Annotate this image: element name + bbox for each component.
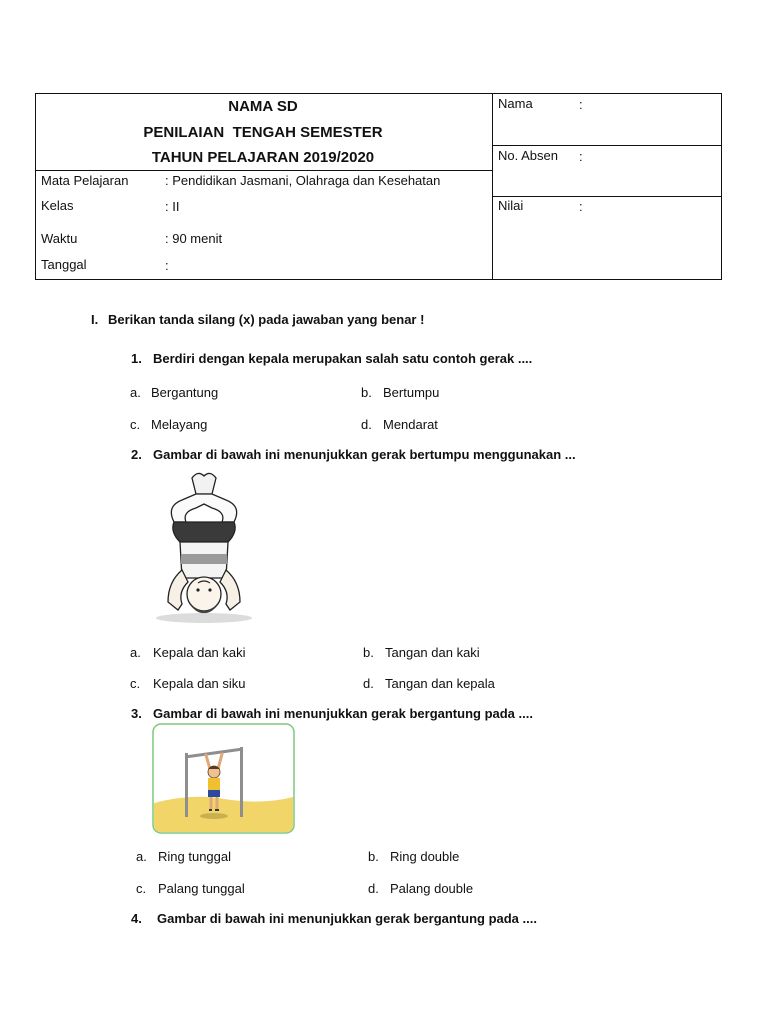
- info-label-class: Kelas: [41, 198, 74, 213]
- q3-option-c[interactable]: Palang tunggal: [158, 881, 245, 896]
- q3-option-b[interactable]: Ring double: [390, 849, 460, 864]
- student-label-score: Nilai: [498, 198, 524, 213]
- info-label-subject: Mata Pelajaran: [41, 173, 129, 188]
- student-colon-absen: :: [579, 149, 583, 164]
- q1-option-c-letter: c.: [130, 417, 141, 432]
- exam-title: PENILAIAN TENGAH SEMESTER: [143, 124, 383, 141]
- info-value-class: : II: [165, 199, 180, 214]
- question-3-text: Gambar di bawah ini menunjukkan gerak bergantung pada ....: [153, 706, 533, 721]
- info-value-subject: : Pendidikan Jasmani, Olahraga dan Kesehatan: [165, 173, 441, 188]
- student-colon-name: :: [579, 97, 583, 112]
- student-label-absen: No. Absen: [498, 148, 558, 163]
- q3-option-a[interactable]: Ring tunggal: [158, 849, 231, 864]
- section-instruction: Berikan tanda silang (x) pada jawaban yang benar !: [108, 312, 425, 327]
- question-2-text: Gambar di bawah ini menunjukkan gerak bertumpu menggunakan ...: [153, 447, 576, 462]
- question-4-number: 4.: [131, 911, 142, 926]
- q1-option-b[interactable]: Bertumpu: [383, 385, 440, 400]
- child-shirt: [208, 778, 220, 791]
- head: [187, 577, 221, 611]
- q3-option-d-letter: d.: [368, 881, 379, 896]
- q2-option-a-letter: a.: [130, 645, 141, 660]
- question-2-number: 2.: [131, 447, 142, 462]
- q3-option-a-letter: a.: [136, 849, 147, 864]
- headstand-illustration: [152, 470, 257, 625]
- question-4-text: Gambar di bawah ini menunjukkan gerak bergantung pada ....: [157, 911, 537, 926]
- left-post: [185, 753, 188, 817]
- shirt-stripe: [181, 554, 227, 564]
- q1-option-b-letter: b.: [361, 385, 372, 400]
- q1-option-a-letter: a.: [130, 385, 141, 400]
- right-post: [240, 747, 243, 817]
- q2-option-c[interactable]: Kepala dan siku: [153, 676, 246, 691]
- q1-option-d-letter: d.: [361, 417, 372, 432]
- academic-year: TAHUN PELAJARAN 2019/2020: [151, 149, 375, 166]
- left-arm: [168, 570, 188, 610]
- legs: [171, 494, 236, 522]
- q2-option-b[interactable]: Tangan dan kaki: [385, 645, 480, 660]
- info-label-time: Waktu: [41, 231, 78, 246]
- child-shorts: [208, 790, 220, 797]
- info-value-date: :: [165, 258, 169, 273]
- info-label-date: Tanggal: [41, 257, 87, 272]
- question-1-number: 1.: [131, 351, 142, 366]
- q1-option-c[interactable]: Melayang: [151, 417, 208, 432]
- q1-option-d[interactable]: Mendarat: [383, 417, 438, 432]
- q3-option-c-letter: c.: [136, 881, 147, 896]
- q1-option-a[interactable]: Bergantung: [151, 385, 219, 400]
- header-divider-right-1: [492, 145, 722, 146]
- header-divider-left: [35, 170, 492, 171]
- ground-shadow: [200, 813, 228, 819]
- q3-option-d[interactable]: Palang double: [390, 881, 474, 896]
- question-3-number: 3.: [131, 706, 142, 721]
- q2-option-a[interactable]: Kepala dan kaki: [153, 645, 246, 660]
- hanging-bar-illustration: [152, 723, 295, 834]
- student-colon-score: :: [579, 199, 583, 214]
- q3-option-b-letter: b.: [368, 849, 379, 864]
- q2-option-b-letter: b.: [363, 645, 374, 660]
- q2-option-d-letter: d.: [363, 676, 374, 691]
- school-name: NAMA SD: [228, 98, 298, 115]
- header-divider-vertical: [492, 93, 493, 280]
- floor-shadow: [156, 613, 252, 623]
- q2-option-d[interactable]: Tangan dan kepala: [385, 676, 495, 691]
- student-label-name: Nama: [498, 96, 533, 111]
- feet: [192, 473, 216, 494]
- question-1-text: Berdiri dengan kepala merupakan salah satu contoh gerak ....: [153, 351, 533, 366]
- q2-option-c-letter: c.: [130, 676, 141, 691]
- right-arm: [220, 570, 240, 610]
- section-number: I.: [91, 312, 99, 327]
- info-value-time: : 90 menit: [165, 231, 223, 246]
- shorts: [173, 522, 235, 542]
- header-divider-right-2: [492, 196, 722, 197]
